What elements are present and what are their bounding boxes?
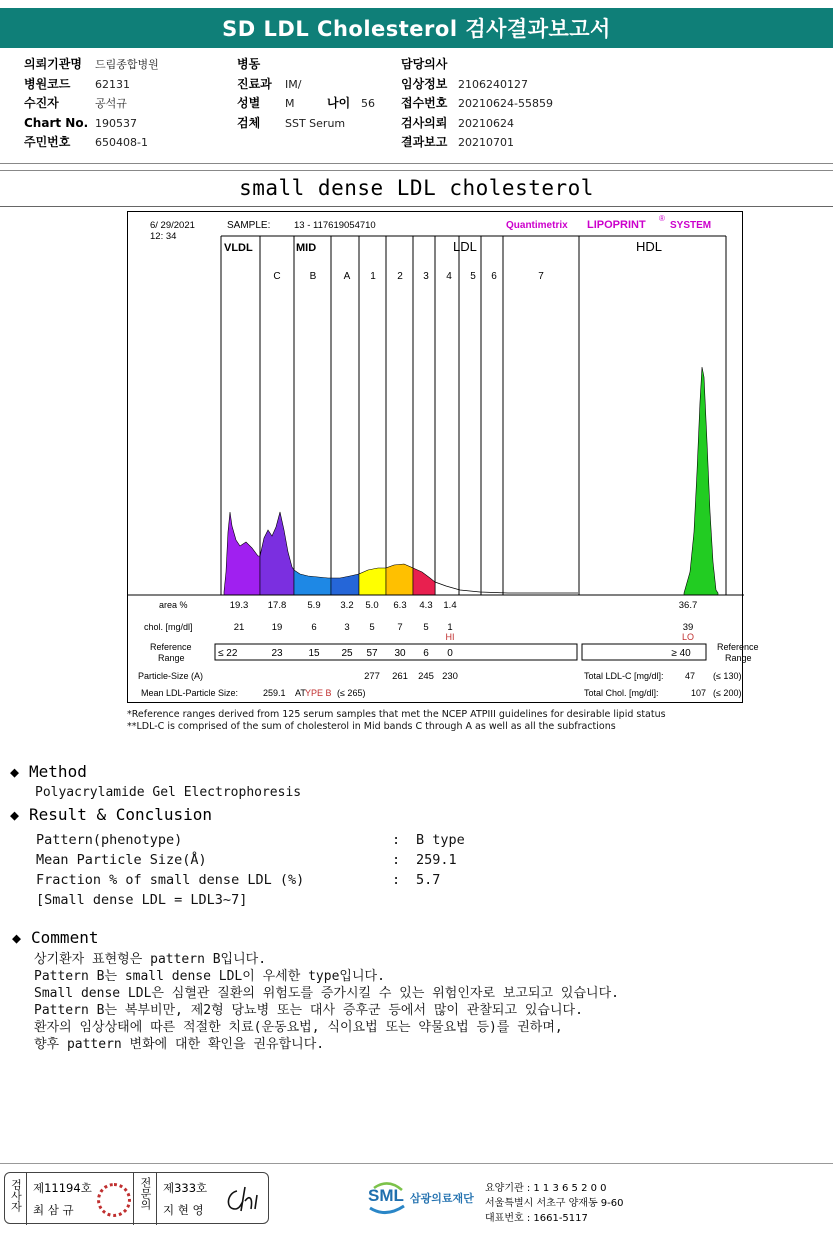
band-grid bbox=[221, 236, 726, 595]
particle-size-value: 230 bbox=[442, 671, 458, 682]
result-sep: : bbox=[392, 852, 401, 868]
report-footer bbox=[0, 1163, 833, 1235]
org-line-2: 서울특별시 서초구 양재동 9-60 bbox=[485, 1198, 624, 1209]
value-chart-no: 190537 bbox=[95, 116, 137, 130]
ref-label-right-line2: Range bbox=[725, 653, 752, 663]
area-value: 5.9 bbox=[307, 600, 321, 611]
band-label: 6 bbox=[491, 271, 497, 282]
examiner-license: 제11194호 bbox=[33, 1181, 92, 1195]
divider bbox=[0, 170, 833, 171]
particle-size-value: 277 bbox=[364, 671, 380, 682]
ref-value: 23 bbox=[271, 648, 283, 659]
band-label: 7 bbox=[538, 271, 544, 282]
report-title-bar bbox=[0, 8, 833, 48]
mean-size-value: 259.1 bbox=[263, 688, 286, 698]
band-label: A bbox=[343, 271, 351, 282]
result-table bbox=[230, 600, 698, 682]
result-sep: : bbox=[392, 872, 401, 888]
mean-size-at: AT bbox=[295, 688, 306, 698]
label-resident-no: 주민번호 bbox=[24, 135, 71, 149]
area-value: 5.0 bbox=[365, 600, 379, 611]
label-referring-org: 의뢰기관명 bbox=[24, 57, 82, 71]
value-resident-no: 650408-1 bbox=[95, 136, 148, 149]
brand-registered-mark: ® bbox=[659, 214, 665, 223]
value-sex: M bbox=[285, 97, 295, 110]
curve-segment bbox=[684, 367, 718, 595]
result-label: Fraction % of small dense LDL (%) bbox=[36, 872, 305, 888]
logo-text: SML bbox=[368, 1186, 404, 1205]
info-column-3 bbox=[401, 55, 553, 153]
chol-value-hdl: 39 bbox=[682, 622, 694, 633]
row-label-chol: chol. [mg/dl] bbox=[144, 622, 193, 632]
specialist-license: 제333호 bbox=[163, 1181, 208, 1195]
chol-value: 6 bbox=[311, 622, 317, 633]
value-receipt-no: 20210624-55859 bbox=[458, 97, 553, 110]
label-receipt-no: 접수번호 bbox=[401, 96, 448, 110]
org-name: 삼광의료재단 bbox=[410, 1192, 474, 1205]
brand-lipoprint: LIPOPRINT bbox=[587, 219, 646, 231]
total-ldl-label: Total LDL-C [mg/dl]: bbox=[584, 671, 664, 681]
examiner-label bbox=[5, 1173, 27, 1225]
band-label: B bbox=[309, 271, 317, 282]
chol-value: 5 bbox=[369, 622, 375, 633]
ref-value: 6 bbox=[423, 648, 429, 659]
result-value: B type bbox=[416, 832, 465, 848]
specialist-label bbox=[133, 1173, 157, 1225]
ref-value: 57 bbox=[366, 648, 378, 659]
area-value: 3.2 bbox=[340, 600, 354, 611]
label-result-report: 결과보고 bbox=[401, 135, 448, 149]
examiner-label-text: 검사자 bbox=[9, 1179, 23, 1212]
area-value: 4.3 bbox=[419, 600, 433, 611]
label-age: 나이 bbox=[327, 96, 351, 110]
divider bbox=[0, 206, 833, 207]
method-title: Method bbox=[29, 762, 87, 781]
comment-title: Comment bbox=[31, 928, 99, 947]
label-doctor: 담당의사 bbox=[401, 57, 448, 71]
brand-quantimetrix: Quantimetrix bbox=[506, 220, 568, 231]
band-label: C bbox=[273, 271, 281, 282]
curve-segment bbox=[260, 512, 294, 595]
curve-baseline bbox=[435, 582, 578, 593]
chol-value: 21 bbox=[233, 622, 245, 633]
lipoprint-chart bbox=[128, 212, 759, 704]
comment-line: 상기환자 표현형은 pattern B입니다. bbox=[34, 952, 267, 967]
value-hospital-code: 62131 bbox=[95, 77, 130, 91]
label-test-request: 검사의뢰 bbox=[401, 115, 448, 130]
densitometry-curve bbox=[224, 367, 718, 595]
signature-icon bbox=[223, 1185, 263, 1215]
group-label-hdl: HDL bbox=[636, 239, 663, 254]
area-value: 1.4 bbox=[443, 600, 457, 611]
footnote-2: **LDL-C is comprised of the sum of cholesterol in Mid bands C through A as well as all the subfractions bbox=[127, 721, 616, 732]
band-label: 4 bbox=[446, 271, 452, 282]
area-value: 17.8 bbox=[267, 600, 287, 611]
comment-line: Pattern B는 복부비만, 제2형 당뇨병 또는 대사 증후군 등에서 많이 관찰되고 있습니다. bbox=[34, 1003, 583, 1018]
result-label: Mean Particle Size(Å) bbox=[36, 852, 207, 868]
group-label-mid: MID bbox=[296, 242, 317, 254]
comment-line: 향후 pattern 변화에 대한 확인을 권유합니다. bbox=[34, 1037, 325, 1052]
method-heading bbox=[10, 762, 87, 781]
value-specimen: SST Serum bbox=[285, 116, 346, 130]
band-label: 1 bbox=[370, 271, 376, 282]
report-time: 12: 34 bbox=[150, 231, 177, 242]
band-label: 5 bbox=[470, 271, 476, 282]
report-date: 6/ 29/2021 bbox=[150, 220, 195, 231]
ref-label-line2: Range bbox=[158, 653, 185, 663]
result-title: Result & Conclusion bbox=[29, 805, 213, 824]
label-clinical-info: 임상정보 bbox=[401, 76, 448, 91]
ref-label-right-line1: Reference bbox=[717, 642, 759, 652]
value-age: 56 bbox=[361, 97, 375, 110]
label-sex: 성별 bbox=[237, 96, 261, 110]
examiner-name: 최 삼 규 bbox=[33, 1203, 74, 1217]
label-patient: 수진자 bbox=[24, 96, 59, 110]
comment-heading bbox=[12, 928, 98, 947]
mean-size-range: (≤ 265) bbox=[337, 688, 366, 698]
curve-segment bbox=[224, 512, 260, 595]
total-ldl-value: 47 bbox=[685, 671, 696, 681]
value-patient: 공석규 bbox=[95, 97, 127, 110]
ref-value: 30 bbox=[394, 648, 406, 659]
method-text: Polyacrylamide Gel Electrophoresis bbox=[35, 785, 302, 800]
curve-segment bbox=[413, 568, 435, 595]
area-value: 19.3 bbox=[229, 600, 249, 611]
result-heading bbox=[10, 805, 212, 824]
signature-box bbox=[4, 1172, 269, 1224]
ref-hdl: ≥ 40 bbox=[671, 648, 691, 659]
value-referring-org: 드림종합병원 bbox=[95, 58, 159, 71]
mean-size-type: YPE B bbox=[305, 688, 332, 698]
comment-line: Pattern B는 small dense LDL이 우세한 type입니다. bbox=[34, 969, 385, 984]
footnote-1: *Reference ranges derived from 125 serum samples that met the NCEP ATPIII guidelines for desirable lipid status bbox=[127, 709, 666, 720]
chol-value: 7 bbox=[397, 622, 403, 633]
specialist-label-text: 전문의 bbox=[139, 1177, 152, 1210]
comment-line: Small dense LDL은 심혈관 질환의 위험도를 증가시킬 수 있는 위험인자로 보고되고 있습니다. bbox=[34, 986, 619, 1001]
ref-vldl: ≤ 22 bbox=[218, 648, 238, 659]
seal-stamp-icon bbox=[97, 1183, 131, 1217]
sample-value: 13 - 117619054710 bbox=[294, 220, 376, 231]
ref-value: 15 bbox=[308, 648, 320, 659]
value-result-report: 20210701 bbox=[458, 136, 514, 149]
info-column-1 bbox=[24, 55, 159, 153]
report-title: SD LDL Cholesterol 검사결과보고서 bbox=[222, 17, 611, 41]
group-label-ldl: LDL bbox=[453, 239, 477, 254]
org-line-3: 대표번호 : 1661-5117 bbox=[485, 1213, 588, 1224]
area-value-hdl: 36.7 bbox=[678, 600, 698, 611]
curve-segment bbox=[294, 570, 331, 595]
band-label: 2 bbox=[397, 271, 403, 282]
area-value: 6.3 bbox=[393, 600, 407, 611]
band-label: 3 bbox=[423, 271, 429, 282]
result-value: 5.7 bbox=[416, 872, 441, 888]
section-title: small dense LDL cholesterol bbox=[239, 176, 594, 200]
org-line-1: 요양기관 : 1 1 3 6 5 2 0 0 bbox=[485, 1183, 607, 1194]
value-clinical-info: 2106240127 bbox=[458, 77, 528, 91]
specialist-name: 지 현 영 bbox=[163, 1203, 204, 1217]
lipoprint-report bbox=[127, 211, 759, 703]
label-ward: 병동 bbox=[237, 57, 261, 71]
label-hospital-code: 병원코드 bbox=[24, 76, 71, 91]
chol-value: 5 bbox=[423, 622, 429, 633]
mean-size-label: Mean LDL-Particle Size: bbox=[141, 688, 239, 698]
flag-hi: HI bbox=[445, 632, 455, 642]
value-test-request: 20210624 bbox=[458, 116, 514, 130]
result-label: Pattern(phenotype) bbox=[36, 832, 183, 848]
group-label-vldl: VLDL bbox=[224, 242, 253, 254]
diamond-bullet-icon: ◆ bbox=[10, 806, 20, 824]
divider bbox=[0, 163, 833, 164]
org-logo bbox=[366, 1178, 474, 1222]
result-note: [Small dense LDL = LDL3~7] bbox=[36, 892, 248, 908]
label-department: 진료과 bbox=[237, 76, 272, 91]
comment-line: 환자의 임상상태에 따른 적절한 치료(운동요법, 식이요법 또는 약물요법 등)를 권하며, bbox=[34, 1020, 563, 1035]
particle-size-value: 245 bbox=[418, 671, 434, 682]
label-chart-no: Chart No. bbox=[24, 115, 89, 130]
value-department: IM/ bbox=[285, 77, 302, 91]
diamond-bullet-icon: ◆ bbox=[10, 763, 20, 781]
label-specimen: 검체 bbox=[237, 115, 261, 130]
row-label-area: area % bbox=[159, 600, 188, 610]
flag-lo: LO bbox=[681, 632, 695, 642]
sample-label: SAMPLE: bbox=[227, 220, 271, 231]
ref-value: 25 bbox=[341, 648, 353, 659]
chol-value: 19 bbox=[271, 622, 283, 633]
total-chol-label: Total Chol. [mg/dl]: bbox=[584, 688, 659, 698]
ref-label-line1: Reference bbox=[150, 642, 192, 652]
chol-value: 1 bbox=[447, 622, 453, 633]
result-sep: : bbox=[392, 832, 401, 848]
ref-value: 0 bbox=[447, 648, 453, 659]
particle-size-label: Particle-Size (A) bbox=[138, 671, 204, 681]
info-column-2 bbox=[237, 55, 375, 133]
curve-segment bbox=[386, 564, 413, 595]
chol-value: 3 bbox=[344, 622, 350, 633]
result-value: 259.1 bbox=[416, 852, 457, 868]
brand-system: SYSTEM bbox=[670, 220, 712, 231]
total-ldl-range: (≤ 130) bbox=[713, 671, 742, 681]
particle-size-value: 261 bbox=[392, 671, 408, 682]
curve-segment bbox=[359, 568, 386, 595]
total-chol-range: (≤ 200) bbox=[713, 688, 742, 698]
diamond-bullet-icon: ◆ bbox=[12, 929, 22, 947]
total-chol-value: 107 bbox=[691, 688, 707, 698]
curve-segment bbox=[331, 574, 359, 595]
